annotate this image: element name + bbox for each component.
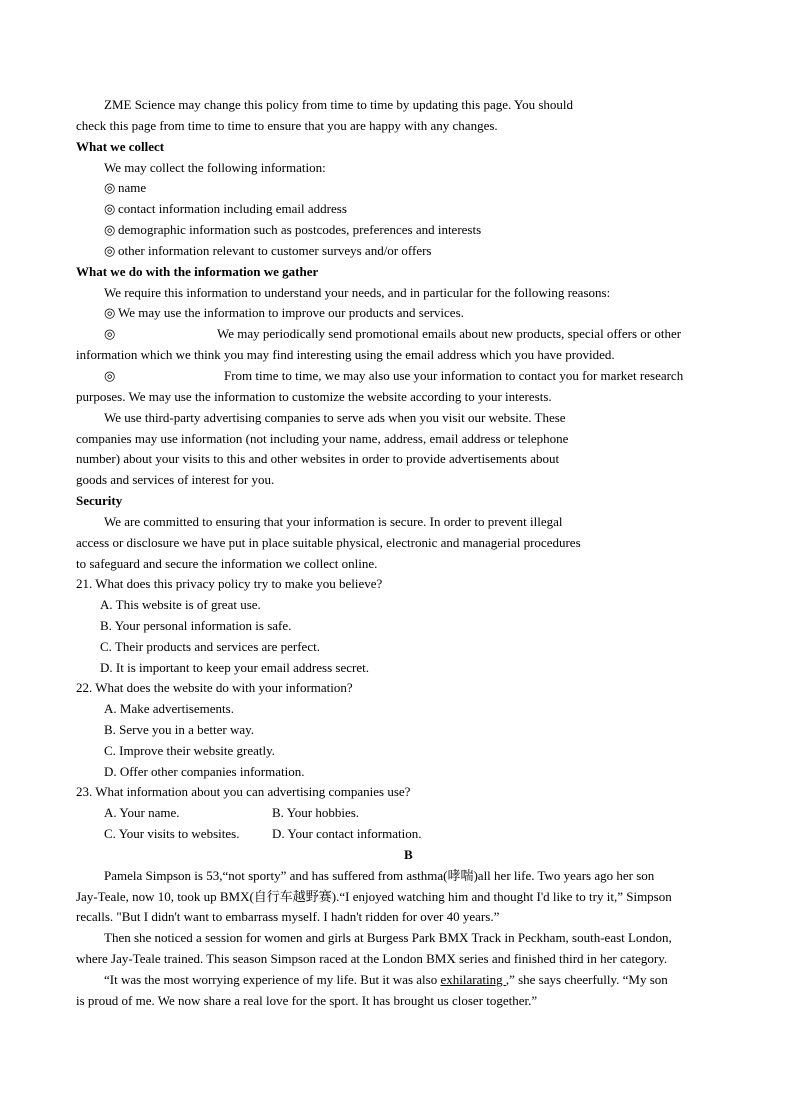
passage-b-p1-line-3: recalls. "But I didn't want to embarrass myself. I hadn't ridden for over 40 years.” xyxy=(76,909,500,924)
question-21-stem: 21. What does this privacy policy try to make you believe? xyxy=(76,576,383,591)
list-item: ◎ other information relevant to customer surveys and/or offers xyxy=(104,243,432,258)
heading-what-we-collect: What we collect xyxy=(76,139,165,154)
bullet-icon: ◎ xyxy=(104,180,116,195)
use-lead: We require this information to understand your needs, and in particular for the following reasons: xyxy=(104,285,611,300)
question-22-option-c: C. Improve their website greatly. xyxy=(104,743,275,758)
question-21-option-c: C. Their products and services are perfect. xyxy=(100,639,320,654)
passage-b-p1-line-2: Jay-Teale, now 10, took up BMX(自行车越野赛).“I enjoyed watching him and thought I'd like to try it,” Simpson xyxy=(76,889,672,904)
question-23-option-a: A. Your name. xyxy=(104,805,180,820)
intro-line-1: ZME Science may change this policy from time to time by updating this page. You should xyxy=(104,97,574,112)
passage-b-p2-line-2: where Jay-Teale trained. This season Simpson raced at the London BMX series and finished third in her category. xyxy=(76,951,668,966)
underlined-word: exhilarating xyxy=(440,972,506,987)
heading-what-we-do: What we do with the information we gather xyxy=(76,264,319,279)
list-item: ◎ contact information including email address xyxy=(104,201,347,216)
use-item-3-line-2: purposes. We may use the information to customize the website according to your interests. xyxy=(76,389,552,404)
section-label-b: B xyxy=(404,847,413,862)
passage-b-p3-line-2: is proud of me. We now share a real love for the sport. It has brought us closer together.” xyxy=(76,993,538,1008)
question-23-option-c: C. Your visits to websites. xyxy=(104,826,240,841)
use-item-2-line-1: We may periodically send promotional emails about new products, special offers or other xyxy=(217,326,682,341)
question-22-stem: 22. What does the website do with your information? xyxy=(76,680,353,695)
question-21-option-a: A. This website is of great use. xyxy=(100,597,261,612)
security-line-3: to safeguard and secure the information we collect online. xyxy=(76,556,378,571)
heading-security: Security xyxy=(76,493,123,508)
third-party-line-3: number) about your visits to this and other websites in order to provide advertisements about xyxy=(76,451,560,466)
bullet-icon: ◎ xyxy=(104,222,116,237)
intro-line-2: check this page from time to time to ensure that you are happy with any changes. xyxy=(76,118,498,133)
security-line-2: access or disclosure we have put in place suitable physical, electronic and managerial procedures xyxy=(76,535,581,550)
question-22-option-a: A. Make advertisements. xyxy=(104,701,234,716)
passage-b-p2-line-1: Then she noticed a session for women and girls at Burgess Park BMX Track in Peckham, south-east London, xyxy=(104,930,672,945)
use-item-3-line-1: From time to time, we may also use your information to contact you for market research xyxy=(224,368,684,383)
collect-lead: We may collect the following information: xyxy=(104,160,326,175)
third-party-line-2: companies may use information (not including your name, address, email address or telephone xyxy=(76,431,569,446)
list-item: ◎ demographic information such as postcodes, preferences and interests xyxy=(104,222,482,237)
list-item: ◎ name xyxy=(104,180,147,195)
passage-b-p3-line-1: “It was the most worrying experience of my life. But it was also exhilarating ,” she says cheerfully. “My son xyxy=(104,972,668,987)
bullet-icon: ◎ xyxy=(104,243,116,258)
third-party-line-1: We use third-party advertising companies to serve ads when you visit our website. These xyxy=(104,410,566,425)
passage-b-p1-line-1: Pamela Simpson is 53,“not sporty” and has suffered from asthma(哮喘)all her life. Two years ago her son xyxy=(104,868,655,883)
question-21-option-d: D. It is important to keep your email address secret. xyxy=(100,660,369,675)
question-23-option-b: B. Your hobbies. xyxy=(272,805,360,820)
bullet-icon: ◎ xyxy=(104,368,116,383)
question-21-option-b: B. Your personal information is safe. xyxy=(100,618,292,633)
question-23-option-d: D. Your contact information. xyxy=(272,826,422,841)
third-party-line-4: goods and services of interest for you. xyxy=(76,472,275,487)
security-line-1: We are committed to ensuring that your information is secure. In order to prevent illegal xyxy=(104,514,563,529)
question-22-option-d: D. Offer other companies information. xyxy=(104,764,305,779)
bullet-icon: ◎ xyxy=(104,326,116,341)
list-item: ◎ We may use the information to improve our products and services. xyxy=(104,305,464,320)
bullet-icon: ◎ xyxy=(104,201,116,216)
question-22-option-b: B. Serve you in a better way. xyxy=(104,722,255,737)
use-item-2-line-2: information which we think you may find interesting using the email address which you have provided. xyxy=(76,347,615,362)
bullet-icon: ◎ xyxy=(104,305,116,320)
question-23-stem: 23. What information about you can advertising companies use? xyxy=(76,784,411,799)
